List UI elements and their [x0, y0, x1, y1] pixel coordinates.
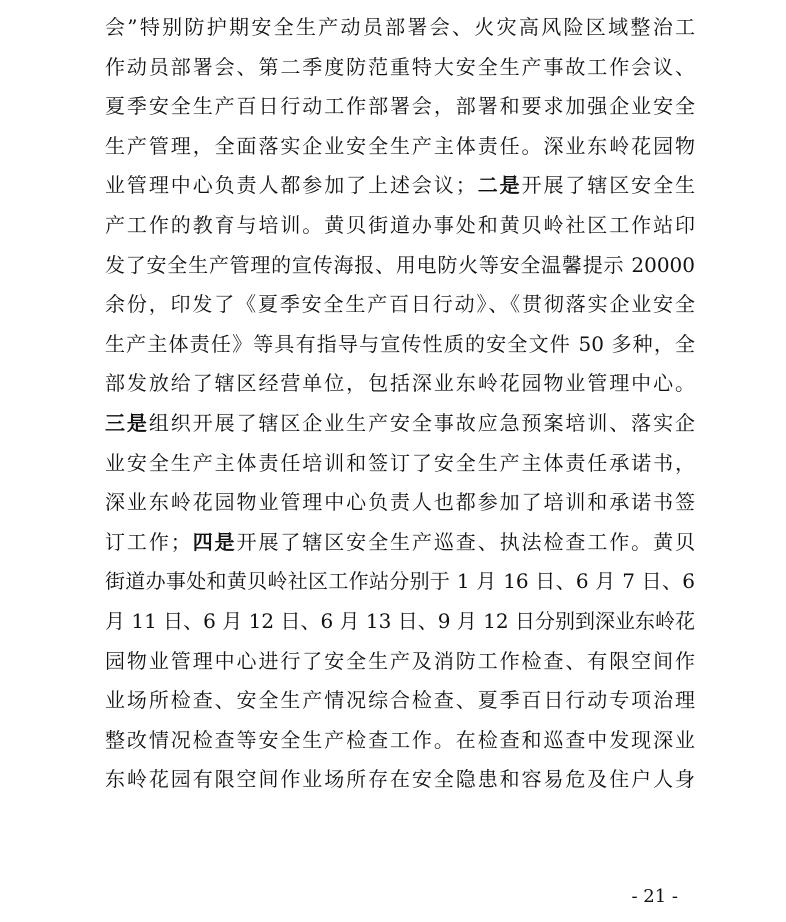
text-segment: 发了安全生产管理的宣传海报、用电防火等安全温馨提示 20000 [105, 252, 695, 277]
text-line [105, 285, 695, 325]
text-segment: 组织开展了辖区企业生产安全事故应急预案培训、落实企 [148, 410, 695, 435]
bold-item-marker: 四是 [190, 529, 237, 554]
text-line [105, 642, 695, 682]
text-segment: 业安全生产主体责任培训和签订了安全生产主体责任承诺书， [105, 450, 695, 475]
text-segment: 生产管理，全面落实企业安全生产主体责任。深业东岭花园物 [105, 133, 695, 158]
text-line [105, 562, 695, 602]
text-segment: 开展了辖区安全生产巡查、执法检查工作。黄贝 [236, 529, 695, 554]
bold-item-marker: 三是 [105, 410, 149, 435]
text-line [105, 166, 695, 206]
body-text [105, 8, 695, 800]
text-line [105, 404, 695, 444]
text-segment: 业场所检查、安全生产情况综合检查、夏季百日行动专项治理 [105, 688, 695, 713]
text-line [105, 721, 695, 761]
text-line [105, 444, 695, 484]
page-number: - 21 - [631, 886, 678, 907]
text-segment: 订工作； [105, 529, 191, 554]
text-segment: 深业东岭花园物业管理中心负责人也都参加了培训和承诺书签 [105, 490, 695, 515]
text-segment: 街道办事处和黄贝岭社区工作站分别于 1 月 16 日、6 月 7 日、6 [105, 569, 695, 594]
text-segment: 生产主体责任》等具有指导与宣传性质的安全文件 50 多种，全 [105, 331, 695, 356]
text-line [105, 87, 695, 127]
text-line [105, 8, 695, 48]
text-segment: 产工作的教育与培训。黄贝街道办事处和黄贝岭社区工作站印 [105, 212, 695, 237]
text-line [105, 48, 695, 88]
text-line [105, 483, 695, 523]
text-line [105, 602, 695, 642]
text-segment: 业管理中心负责人都参加了上述会议； [105, 173, 476, 198]
text-segment: 夏季安全生产百日行动工作部署会，部署和要求加强企业安全 [105, 94, 695, 119]
text-line [105, 364, 695, 404]
text-line [105, 523, 695, 563]
text-segment: 余份，印发了《夏季安全生产百日行动》、《贯彻落实企业安全 [105, 292, 695, 317]
text-segment: 整改情况检查等安全生产检查工作。在检查和巡查中发现深业 [105, 727, 695, 752]
text-segment: 会”特别防护期安全生产动员部署会、火灾高风险区域整治工 [105, 15, 695, 39]
text-segment: 部发放给了辖区经营单位，包括深业东岭花园物业管理中心。 [105, 371, 695, 396]
text-line [105, 206, 695, 246]
text-line [105, 681, 695, 721]
text-line [105, 325, 695, 365]
text-line [105, 246, 695, 286]
text-segment: 月 11 日、6 月 12 日、6 月 13 日、9 月 12 日分别到深业东岭花 [105, 608, 695, 633]
bold-item-marker: 二是 [475, 173, 522, 198]
text-segment: 东岭花园有限空间作业场所存在安全隐患和容易危及住户人身 [105, 767, 695, 792]
text-segment: 作动员部署会、第二季度防范重特大安全生产事故工作会议、 [105, 54, 695, 79]
text-segment: 开展了辖区安全生 [521, 173, 695, 198]
text-segment: 园物业管理中心进行了安全生产及消防工作检查、有限空间作 [105, 648, 695, 673]
text-line [105, 127, 695, 167]
text-line [105, 760, 695, 800]
